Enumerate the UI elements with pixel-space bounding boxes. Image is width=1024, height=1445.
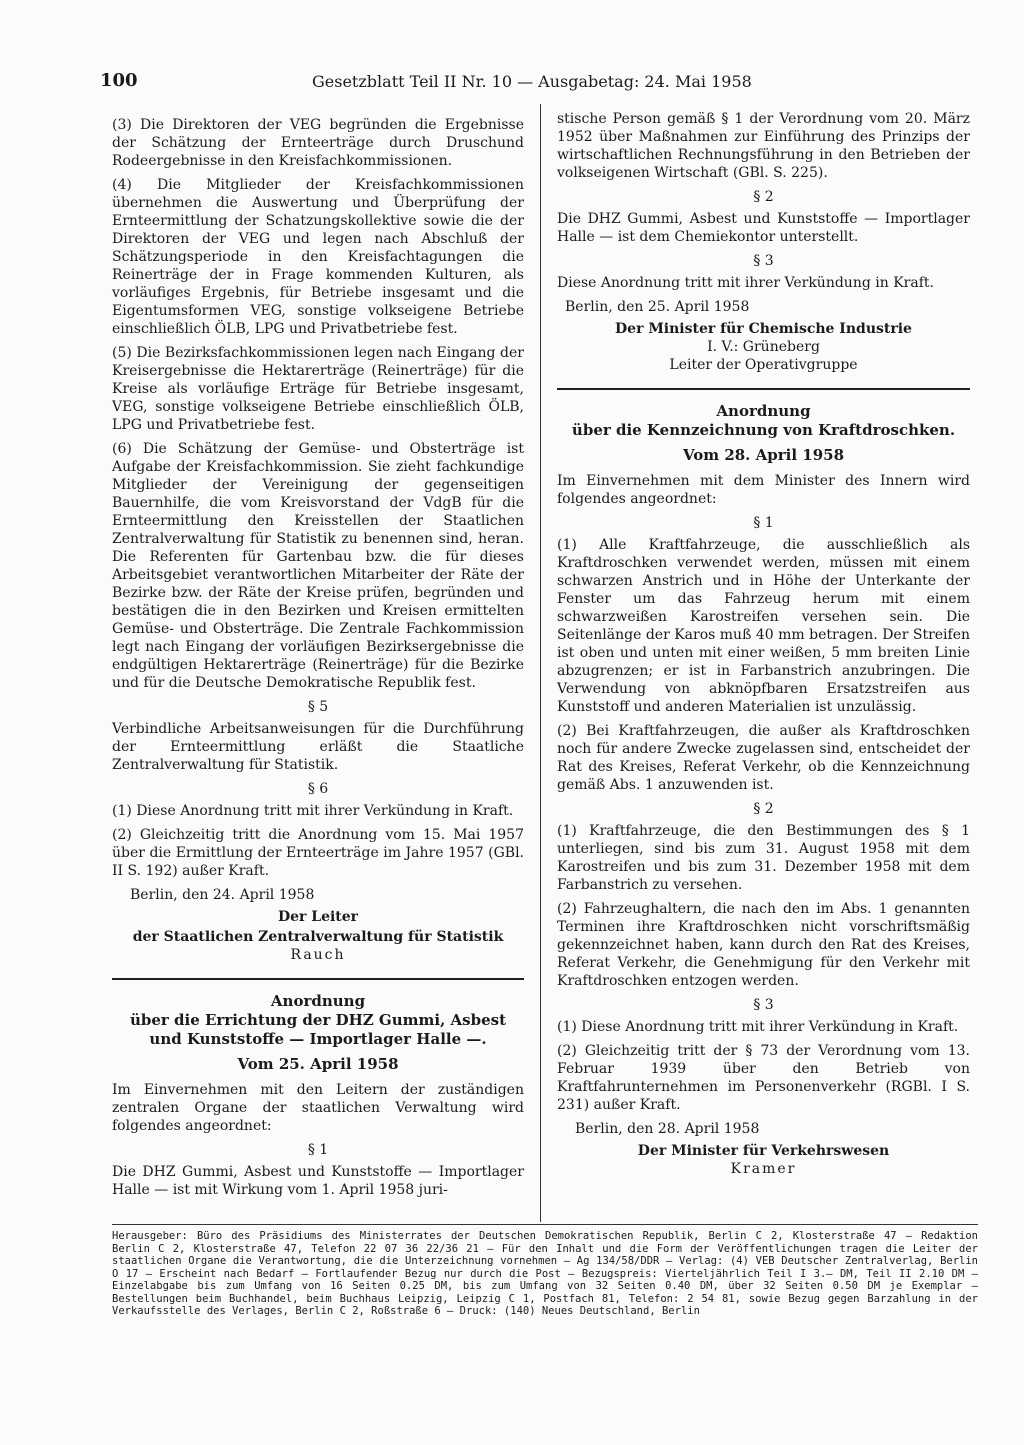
decree-heading-line-3: und Kunststoffe — Importlager Halle —. — [149, 1030, 487, 1048]
taxi-signature-name: Kramer — [730, 1161, 797, 1177]
decree-section-1-text: Die DHZ Gummi, Asbest und Kunststoffe — Importlager Halle — ist mit Wirkung vom 1. April 1958 juri- — [112, 1164, 524, 1198]
taxi-section-1-paragraph-1: (1) Alle Kraftfahrzeuge, die ausschließlich als Kraftdroschken verwendet werden, müssen mit einem schwarzen Anstrich und in Höhe der Unterkante der Fenster um das Fahrzeug herum mit einem schwarzweißen Karostreifen versehen sein. Die Seitenlänge der Karos muß 40 mm betragen. Der Streifen ist oben und unten mit einer weißen, 5 mm breiten Linie abzugrenzen; er ist in Farbanstrich anzubringen. Die Verwendung von abknöpfbaren Ersatzstreifen aus Kunststoff und anderen Materialien ist unzulässig. — [557, 537, 971, 715]
signature-title-line-1: Der Leiter — [277, 909, 359, 925]
taxi-section-3-paragraph-2: (2) Gleichzeitig tritt der § 73 der Verordnung vom 13. Februar 1939 über den Betrieb von Kraftfahrunternehmen im Personenverkehr (RGBl. I S. 231) außer Kraft. — [557, 1043, 970, 1113]
gazette-title: Gesetzblatt Teil II Nr. 10 — Ausgabetag: 24. Mai 1958 — [312, 72, 752, 91]
decree-date: Vom 25. April 1958 — [237, 1055, 399, 1073]
decree-heading-line-2: über die Errichtung der DHZ Gummi, Asbest — [129, 1011, 507, 1029]
taxi-decree-heading-line-1: Anordnung — [716, 402, 811, 420]
paragraph-5: (5) Die Bezirksfachkommissionen legen nach Eingang der Kreisergebnisse die Hektarerträge (Reinerträge) für die Kreise als vorläufige Erträge für Betriebe insgesamt, VEG, sonstige volkseigene Betriebe einschließlich ÖLB, LPG und Privatbetriebe fest. — [112, 345, 524, 433]
right-column — [557, 110, 970, 1182]
taxi-decree-date: Vom 28. April 1958 — [682, 446, 845, 464]
paragraph-4: (4) Die Mitglieder der Kreisfachkommissionen übernehmen die Auswertung und Überprüfung der Ernteermittlung der Schatzungskollektive sowie die der Direktoren der VEG und legen nach Abschluß der Schätzungsperiode in den Kreisfachtagungen die Reinerträge der in Frage kommenden Kulturen, als vorläufiges Ergebnis, für Betriebe insgesamt und die Eigentumsformen VEG, sonstige volkseigene Betriebe einschließlich ÖLB, LPG und Privatbetriebe fest. — [112, 177, 524, 337]
taxi-place-date: Berlin, den 28. April 1958 — [575, 1121, 760, 1137]
left-column — [112, 116, 524, 1205]
place-date: Berlin, den 24. April 1958 — [130, 887, 315, 903]
section-6-paragraph-1: (1) Diese Anordnung tritt mit ihrer Verkündung in Kraft. — [112, 803, 514, 819]
section-6-paragraph-2: (2) Gleichzeitig tritt die Anordnung vom 15. Mai 1957 über die Ermittlung der Ernteerträge im Jahre 1957 (GBl. II S. 192) außer Kraft. — [112, 827, 524, 879]
decree-section-3-heading: § 3 — [753, 253, 774, 269]
taxi-section-2-paragraph-1: (1) Kraftfahrzeuge, die den Bestimmungen des § 1 unterliegen, sind bis zum 31. August 1958 mit dem Karostreifen und bis zum 31. Dezember 1958 mit dem Farbanstrich zu versehen. — [557, 823, 970, 893]
decree-section-2-text: Die DHZ Gummi, Asbest und Kunststoffe — Importlager Halle — ist dem Chemiekontor unterstellt. — [557, 211, 970, 245]
section-5-heading: § 5 — [307, 699, 329, 715]
taxi-signature-title: Der Minister für Verkehrswesen — [637, 1143, 890, 1159]
paragraph-3: (3) Die Direktoren der VEG begründen die Ergebnisse der Schätzung der Ernteerträge durch Druschund Rodeergebnisse in den Kreisfachkommissionen. — [112, 117, 524, 169]
decree-heading-line-1: Anordnung — [270, 992, 366, 1010]
decree-section-1-heading: § 1 — [307, 1142, 329, 1158]
decree-signature-name: I. V.: Grüneberg — [707, 339, 820, 355]
decree-place-date: Berlin, den 25. April 1958 — [565, 299, 750, 315]
taxi-decree-intro: Im Einvernehmen mit dem Minister des Innern wird folgendes angeordnet: — [557, 473, 970, 507]
taxi-section-2-paragraph-2: (2) Fahrzeughaltern, die nach den im Abs. 1 genannten Terminen ihre Kraftdroschken nicht vorschriftsmäßig gekennzeichnet haben, kann durch den Rat des Kreises, Referat Verkehr, die Genehmigung für den Verkehr mit Kraftdroschken entzogen werden. — [557, 901, 970, 989]
taxi-section-3-heading: § 3 — [753, 997, 774, 1013]
page-header — [100, 70, 800, 96]
section-6-heading: § 6 — [307, 781, 329, 797]
publisher-imprint: Herausgeber: Büro des Präsidiums des Ministerrates der Deutschen Demokratischen Republik, Berlin C 2, Klosterstraße 47 — Redaktion Berlin C 2, Klosterstraße 47, Telefon 22 07 36 22/36 21 — Für den Inhalt und die Form der Veröffentlichungen tragen die Leiter der staatlichen Organe die Verantwortung, die die Unterzeichnung vornehmen — Ag 134/58/DDR — Verlag: (4) VEB Deutscher Zentralverlag, Berlin O 17 — Erscheint nach Bedarf — Fortlaufender Bezug nur durch die Post — Bezugspreis: Vierteljährlich Teil I 3.— DM, Teil II 2.10 DM — Einzelabgabe bis zum Umfang von 16 Seiten 0.25 DM, bis zum Umfang von 32 Seiten 0.40 DM, über 32 Seiten 0.50 DM je Exemplar — Bestellungen beim Buchhandel, beim Buchhaus Leipzig, Leipzig C 1, Postfach 81, Telefon: 2 54 81, sowie Bezug gegen Barzahlung in der Verkaufsstelle des Verlages, Berlin C 2, Roßstraße 6 — Druck: (140) Neues Deutschland, Berlin — [112, 1230, 978, 1317]
signature-title-line-2: der Staatlichen Zentralverwaltung für Statistik — [132, 929, 504, 945]
section-rule — [557, 388, 970, 390]
decree-signature-subtitle: Leiter der Operativgruppe — [669, 357, 858, 373]
decree-intro: Im Einvernehmen mit den Leitern der zuständigen zentralen Organe der staatlichen Verwaltung wird folgendes angeordnet: — [112, 1082, 524, 1134]
column-divider — [540, 104, 541, 1222]
decree-section-3-text: Diese Anordnung tritt mit ihrer Verkündung in Kraft. — [557, 275, 934, 291]
page-number: 100 — [100, 70, 138, 91]
paragraph-6: (6) Die Schätzung der Gemüse- und Obsterträge ist Aufgabe der Kreisfachkommission. Sie zieht fachkundige Mitglieder der Vereinigung der gegenseitigen Bauernhilfe, die vom Kreisvorstand der VdgB für die Ernteermittlung den Kreisstellen der Staatlichen Zentralverwaltung für Statistik zu benennen sind, heran. Die Referenten für Gartenbau bzw. die für dieses Arbeitsgebiet verantwortlichen Mitarbeiter der Räte der Bezirke bzw. der Räte der Kreise prüfen, begründen und bestätigen die in den Bezirken und Kreisen ermittelten Gemüse- und Obsterträge. Die Zentrale Fachkommission legt nach Eingang der vorläufigen Bezirksergebnisse die endgültigen Hektarerträge (Reinerträge) für die Bezirke und für die Deutsche Demokratische Republik fest. — [112, 441, 524, 691]
taxi-section-1-heading: § 1 — [753, 515, 774, 531]
taxi-section-3-paragraph-1: (1) Diese Anordnung tritt mit ihrer Verkündung in Kraft. — [557, 1019, 959, 1035]
section-5-text: Verbindliche Arbeitsanweisungen für die Durchführung der Ernteermittlung erläßt die Staatliche Zentralverwaltung für Statistik. — [112, 721, 524, 773]
footer-rule — [112, 1224, 978, 1225]
decree-signature-title: Der Minister für Chemische Industrie — [615, 321, 912, 337]
taxi-section-1-paragraph-2: (2) Bei Kraftfahrzeugen, die außer als Kraftdroschken noch für andere Zwecke zugelassen sind, entscheidet der Rat des Kreises, Referat Verkehr, ob die Kennzeichnung gemäß Abs. 1 anzuwenden ist. — [557, 723, 970, 793]
taxi-section-2-heading: § 2 — [753, 801, 774, 817]
signature-name: Rauch — [290, 947, 346, 963]
decree-section-1-continued: stische Person gemäß § 1 der Verordnung vom 20. März 1952 über Maßnahmen zur Einführung des Prinzips der wirtschaftlichen Rechnungsführung in den Betrieben der volkseigenen Wirtschaft (GBl. S. 225). — [557, 111, 970, 181]
taxi-decree-heading-line-2: über die Kennzeichnung von Kraftdroschken. — [571, 421, 956, 439]
decree-section-2-heading: § 2 — [753, 189, 774, 205]
section-rule — [112, 978, 524, 980]
